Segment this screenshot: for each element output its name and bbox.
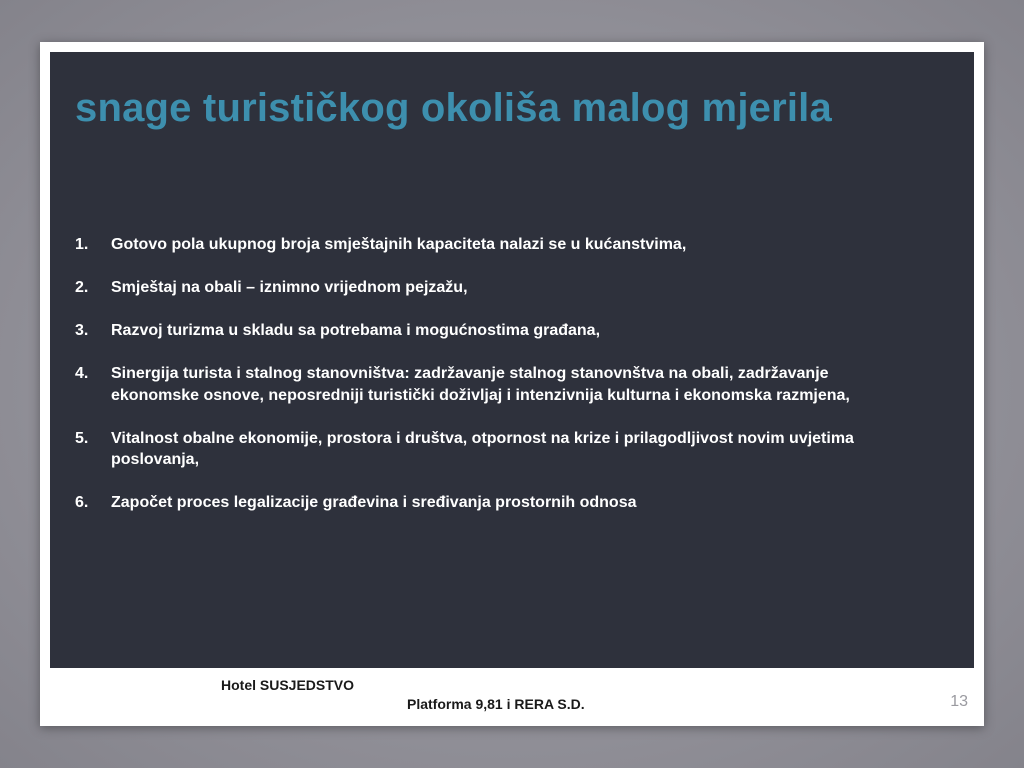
slide-title: snage turističkog okoliša malog mjerila	[75, 86, 832, 130]
slide	[40, 42, 984, 726]
list-item	[75, 320, 915, 342]
list-item	[75, 277, 915, 299]
list-item	[75, 428, 915, 471]
list-number: 3.	[75, 322, 89, 339]
footer-platform: Platforma 9,81 i RERA S.D.	[407, 696, 585, 712]
list-number: 6.	[75, 494, 89, 511]
numbered-list	[75, 234, 915, 535]
list-number: 2.	[75, 279, 89, 296]
footer-hotel-name: Hotel SUSJEDSTVO	[221, 677, 355, 693]
list-text: Gotovo pola ukupnog broja smještajnih kapaciteta nalazi se u kućanstvima,	[111, 236, 687, 253]
list-text: Vitalnost obalne ekonomije, prostora i društva, otpornost na krize i prilagodljivost novim uvjetima poslovanja,	[111, 429, 854, 468]
list-number: 5.	[75, 429, 89, 447]
list-item	[75, 363, 915, 406]
list-number: 4.	[75, 365, 89, 382]
list-text: Razvoj turizma u skladu sa potrebama i mogućnostima građana,	[111, 322, 601, 339]
list-number: 1.	[75, 236, 89, 253]
list-item	[75, 492, 915, 514]
content-panel	[50, 52, 974, 668]
list-text: Započet proces legalizacije građevina i sređivanja prostornih odnosa	[111, 494, 637, 511]
list-text: Sinergija turista i stalnog stanovništva: zadržavanje stalnog stanovnštva na obali, zadržavanje ekonomske osnove, neposredniji turistički doživljaj i intenzivnija kulturna i ekonomska razmjena,	[111, 365, 850, 404]
list-item	[75, 234, 915, 256]
list-text: Smještaj na obali – iznimno vrijednom pejzažu,	[111, 279, 468, 296]
page-number: 13	[950, 693, 968, 710]
